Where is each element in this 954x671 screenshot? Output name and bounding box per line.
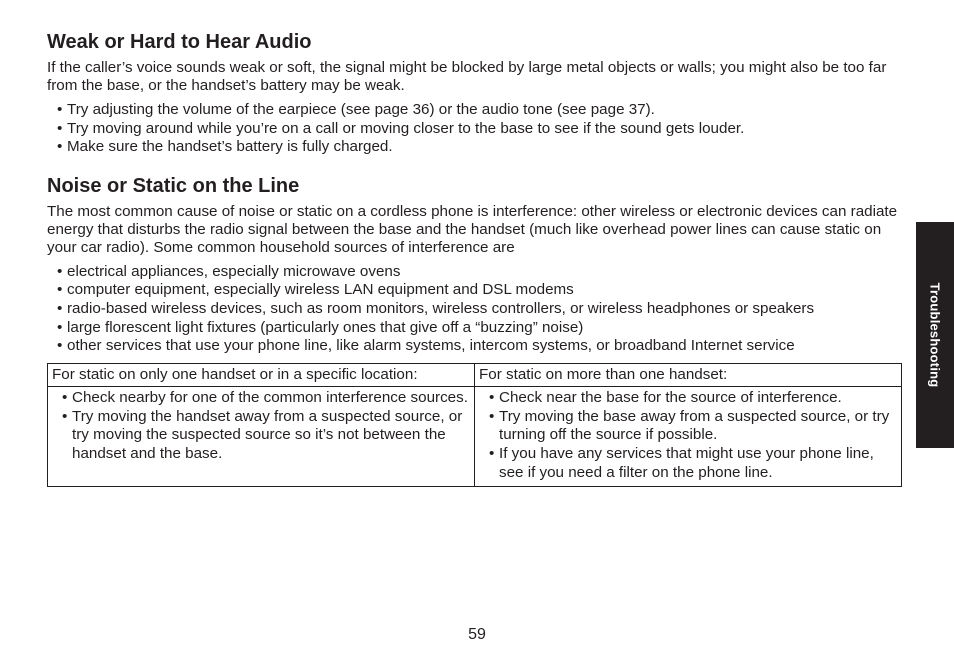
list-item: • Try moving the base away from a suspected source, or try turning off the source if possible. [489, 408, 897, 445]
list-item: • Check near the base for the source of interference. [489, 389, 897, 408]
col2-steps-list [479, 389, 897, 484]
page-number: 59 [468, 626, 486, 643]
list-item: • electrical appliances, especially microwave ovens [57, 263, 903, 282]
table-header-cell: For static on more than one handset: [475, 363, 902, 387]
list-item: • computer equipment, especially wireless LAN equipment and DSL modems [57, 281, 903, 300]
static-troubleshooting-table [47, 363, 902, 487]
section-title-weak-audio: Weak or Hard to Hear Audio [47, 31, 312, 53]
noise-static-section [47, 174, 903, 356]
interference-sources-list [47, 263, 903, 356]
list-item: • large florescent light fixtures (particularly ones that give off a “buzzing” noise) [57, 319, 903, 338]
list-item: • Check nearby for one of the common interference sources. [62, 389, 470, 408]
table-header-row [48, 363, 902, 387]
table-cell [48, 387, 475, 487]
col1-steps-list [52, 389, 470, 465]
page-content [47, 30, 903, 487]
list-item: • radio-based wireless devices, such as room monitors, wireless controllers, or wireless headphones or speakers [57, 300, 903, 319]
table-cell [475, 387, 902, 487]
section-intro-noise-static: The most common cause of noise or static on a cordless phone is interference: other wireless or electronic devices can radiate energy that disturbs the radio signal between the base and the handset (much like overhead power lines can cause static on your car radio). Some common household sources of interference are [47, 202, 898, 256]
list-item: • other services that use your phone line, like alarm systems, intercom systems, or broadband Internet service [57, 337, 903, 356]
section-intro-weak-audio: If the caller’s voice sounds weak or soft, the signal might be blocked by large metal objects or walls; you might also be too far from the base, or the handset’s battery may be weak. [47, 59, 887, 94]
weak-audio-bullet-list [47, 101, 903, 157]
side-tab-label: Troubleshooting [927, 282, 943, 388]
list-item: • If you have any services that might use your phone line, see if you need a filter on the phone line. [489, 445, 897, 482]
list-item: • Try moving the handset away from a suspected source, or try moving the suspected source so it’s not between the handset and the base. [62, 408, 470, 464]
section-title-noise-static: Noise or Static on the Line [47, 174, 300, 197]
table-row [48, 387, 902, 487]
list-item: • Try moving around while you’re on a call or moving closer to the base to see if the sound gets louder. [57, 120, 903, 139]
list-item: • Make sure the handset’s battery is fully charged. [57, 138, 903, 157]
list-item: • Try adjusting the volume of the earpiece (see page 36) or the audio tone (see page 37). [57, 101, 903, 120]
troubleshooting-side-tab [916, 222, 954, 448]
table-header-cell: For static on only one handset or in a specific location: [48, 363, 475, 387]
